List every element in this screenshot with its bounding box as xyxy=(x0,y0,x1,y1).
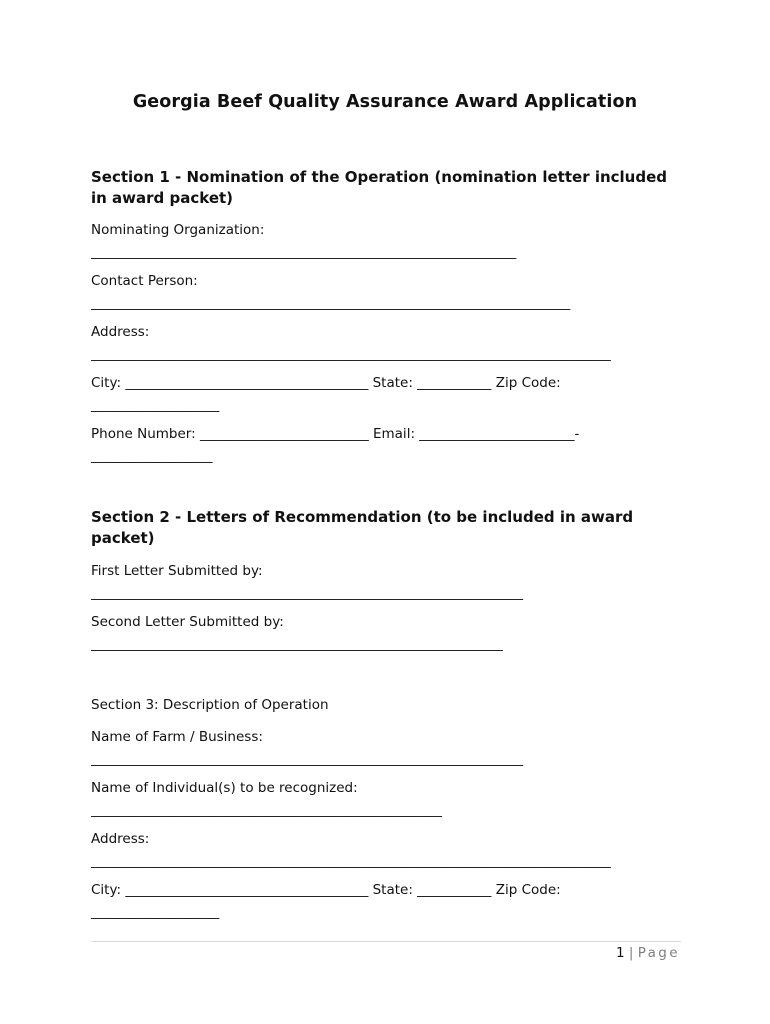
nominating-organization-field[interactable]: _______________________________________________________________ xyxy=(91,244,517,260)
contact-person-field[interactable]: _______________________________________________________________________ xyxy=(91,295,571,311)
second-letter-label: Second Letter Submitted by: xyxy=(91,614,284,630)
section-3-heading: Section 3: Description of Operation xyxy=(91,697,329,713)
page-number: 1 xyxy=(615,945,625,961)
individuals-field[interactable]: ____________________________________________________ xyxy=(91,802,442,818)
second-letter-field[interactable]: _____________________________________________________________ xyxy=(91,636,503,652)
footer-separator: | xyxy=(628,945,634,961)
section-3-city-state-zip-row[interactable]: City: ____________________________________ State: ___________ Zip Code: xyxy=(91,882,561,898)
farm-name-field[interactable]: ________________________________________________________________ xyxy=(91,751,523,767)
first-letter-field[interactable]: ________________________________________________________________ xyxy=(91,585,523,601)
address-label: Address: xyxy=(91,324,150,340)
contact-person-label: Contact Person: xyxy=(91,273,198,289)
individuals-label: Name of Individual(s) to be recognized: xyxy=(91,780,358,796)
section-3-address-field[interactable]: _____________________________________________________________________________ xyxy=(91,853,611,869)
zip-code-field[interactable]: ___________________ xyxy=(91,397,220,413)
page-footer xyxy=(616,944,680,962)
city-state-zip-row[interactable]: City: ____________________________________ State: ___________ Zip Code: xyxy=(91,375,561,391)
section-3-zip-code-field[interactable]: ___________________ xyxy=(91,904,220,920)
document-title: Georgia Beef Quality Assurance Award Application xyxy=(132,92,638,112)
first-letter-label: First Letter Submitted by: xyxy=(91,563,263,579)
nominating-organization-label: Nominating Organization: xyxy=(91,222,265,238)
address-field[interactable]: _____________________________________________________________________________ xyxy=(91,346,611,362)
footer-divider xyxy=(91,941,681,942)
section-2-heading: Section 2 - Letters of Recommendation (to be included in award packet) xyxy=(91,508,634,547)
page-word: Page xyxy=(637,945,680,961)
section-1-heading: Section 1 - Nomination of the Operation (nomination letter included in award packet) xyxy=(91,168,667,207)
section-3-address-label: Address: xyxy=(91,831,150,847)
email-field-continued[interactable]: __________________ xyxy=(91,448,213,464)
farm-name-label: Name of Farm / Business: xyxy=(91,729,263,745)
phone-email-row[interactable]: Phone Number: _________________________ Email: _______________________- xyxy=(91,426,580,442)
